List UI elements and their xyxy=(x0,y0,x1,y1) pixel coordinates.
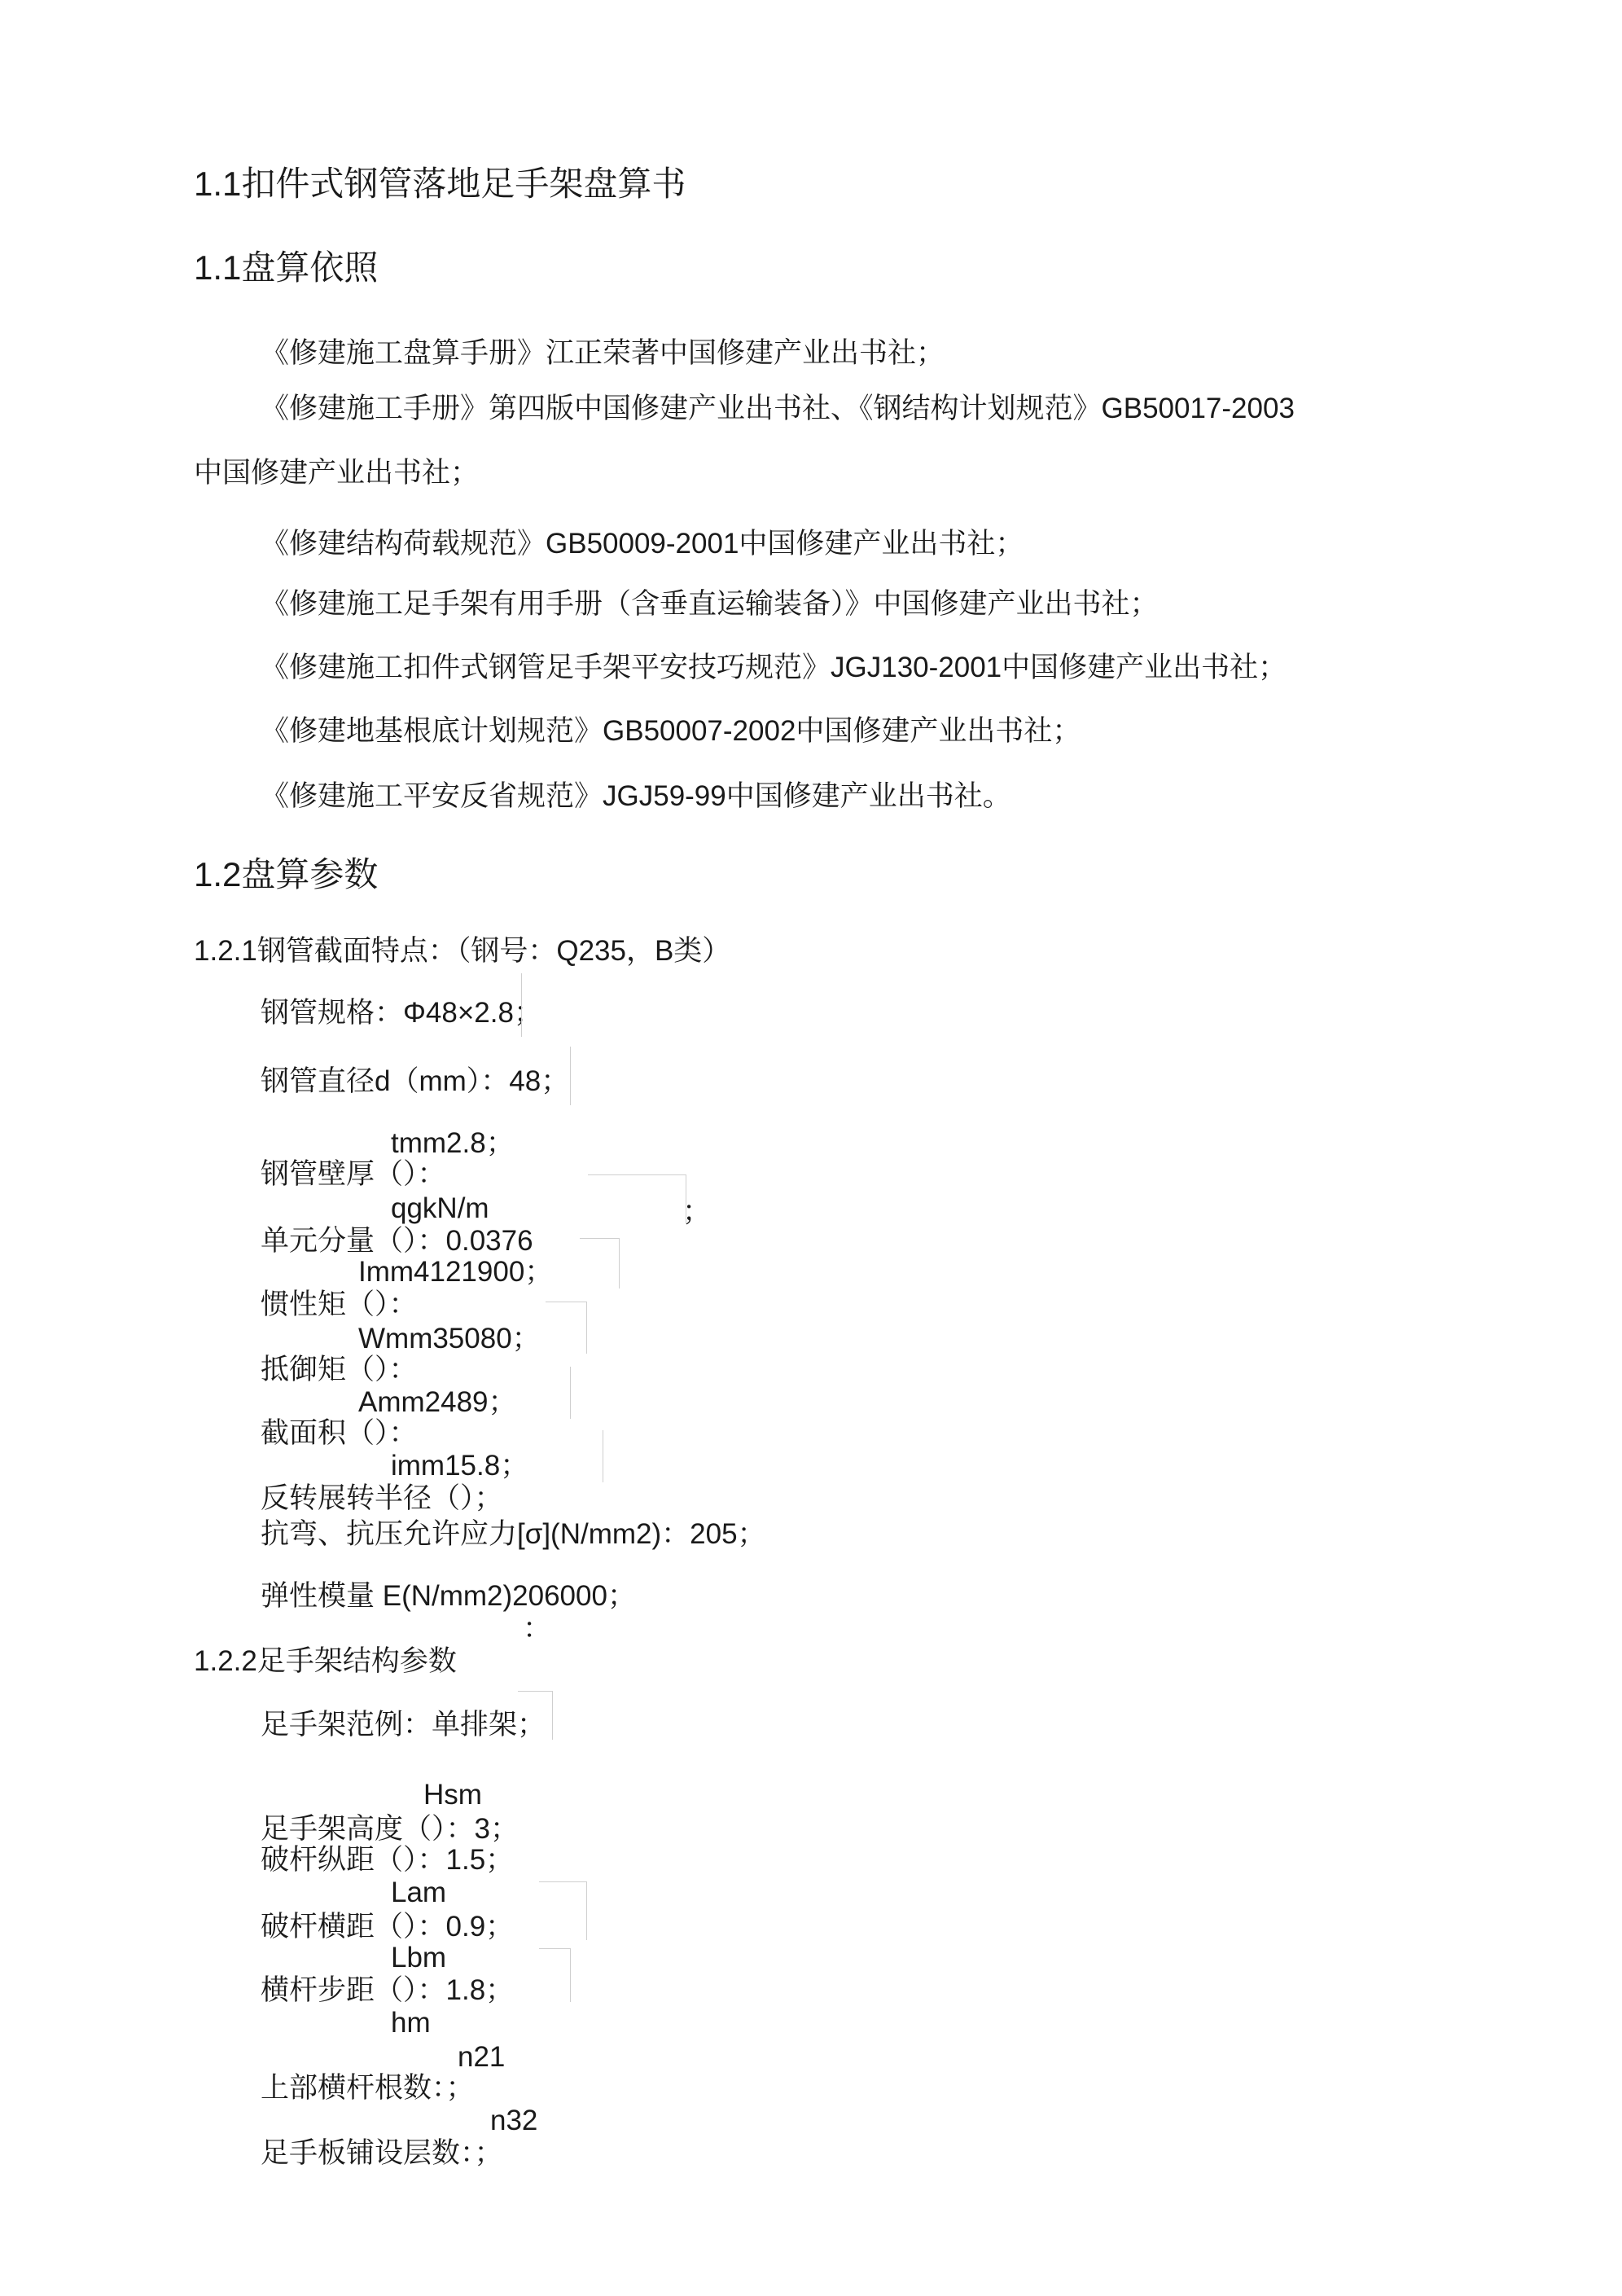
hm-unit: hm xyxy=(391,2007,431,2039)
longitudinal-spacing: 破杆纵距（）：1.5； xyxy=(261,1844,515,1876)
radius-label: 反转展转半径（）； xyxy=(261,1482,503,1514)
section-heading-basis: 1.1盘算依照 xyxy=(194,248,379,287)
upper-crossbar-label: 上部横杆根数：； xyxy=(261,2072,475,2104)
reference-2: 《修建施工手册》第四版中国修建产业出书社、《钢结构计划规范》GB50017-2003 xyxy=(261,393,1295,424)
subsection-steel-section: 1.2.1钢管截面特点：（钢号：Q235，B类） xyxy=(194,935,731,967)
divider-line xyxy=(539,1881,586,1882)
divider-line xyxy=(580,1238,619,1239)
unit-weight-semicolon: ； xyxy=(682,1196,712,1227)
steel-diameter: 钢管直径d（mm）：48； xyxy=(261,1065,570,1097)
reference-2-continued: 中国修建产业出书社； xyxy=(194,457,480,489)
area-value: Amm2489； xyxy=(358,1386,517,1418)
reference-1: 《修建施工盘算手册》江正荣著中国修建产业出书社； xyxy=(261,337,945,369)
divider-line xyxy=(518,1691,552,1692)
radius-value: imm15.8； xyxy=(391,1450,529,1482)
reference-5: 《修建施工扣件式钢管足手架平安技巧规范》JGJ130-2001中国修建产业出书社； xyxy=(261,652,1287,683)
thickness-label: 钢管壁厚（）： xyxy=(261,1158,446,1190)
upper-crossbar-value: n21 xyxy=(458,2041,506,2073)
reference-6: 《修建地基根底计划规范》GB50007-2002中国修建产业出书社； xyxy=(261,715,1081,747)
divider-line xyxy=(586,1302,587,1354)
reference-4: 《修建施工足手架有用手册（含垂直运输装备）》中国修建产业出书社； xyxy=(261,588,1159,620)
resistance-value: Wmm35080； xyxy=(358,1323,541,1354)
board-layers-value: n32 xyxy=(490,2105,538,2136)
thickness-value: tmm2.8； xyxy=(391,1127,515,1159)
step-unit: Lbm xyxy=(391,1942,447,1973)
divider-line xyxy=(539,1948,570,1949)
board-layers-label: 足手板铺设层数：； xyxy=(261,2137,503,2169)
height-label: 足手架高度（）：3； xyxy=(261,1813,519,1845)
subsection-scaffold-structure: 1.2.2足手架结构参数 xyxy=(194,1645,457,1677)
divider-line xyxy=(619,1238,620,1288)
elastic-modulus: 弹性模量 E(N/mm2)206000； xyxy=(261,1580,636,1612)
divider-line xyxy=(521,973,522,1037)
resistance-label: 抵御矩（）： xyxy=(261,1354,418,1385)
transverse-label: 破杆横距（）：0.9； xyxy=(261,1911,515,1943)
section-heading-params: 1.2盘算参数 xyxy=(194,855,379,893)
inertia-label: 惯性矩（）： xyxy=(261,1288,418,1320)
divider-line xyxy=(586,1881,587,1940)
divider-line xyxy=(552,1691,553,1740)
reference-7: 《修建施工平安反省规范》JGJ59-99中国修建产业出书社。 xyxy=(261,780,1011,812)
scaffold-type: 足手架范例：单排架； xyxy=(261,1709,546,1741)
unit-weight-unit: qgkN/m xyxy=(391,1192,489,1224)
divider-line xyxy=(570,1367,571,1419)
document-title: 1.1扣件式钢管落地足手架盘算书 xyxy=(194,165,686,203)
step-label: 横杆步距（）：1.8； xyxy=(261,1974,515,2006)
steel-spec: 钢管规格：Φ48×2.8； xyxy=(261,997,542,1029)
inertia-value: Imm4121900； xyxy=(358,1256,554,1288)
divider-line xyxy=(570,1948,571,2002)
area-label: 截面积（）： xyxy=(261,1417,418,1449)
transverse-unit: Lam xyxy=(391,1877,447,1908)
allowable-stress: 抗弯、抗压允许应力[σ](N/mm2)：205； xyxy=(261,1518,766,1550)
height-unit: Hsm xyxy=(423,1779,482,1811)
elastic-modulus-colon: ： xyxy=(523,1613,552,1644)
divider-line xyxy=(570,1047,571,1105)
reference-3: 《修建结构荷载规范》GB50009-2001中国修建产业出书社； xyxy=(261,528,1024,560)
unit-weight-label: 单元分量（）：0.0376 xyxy=(261,1225,533,1257)
divider-line xyxy=(588,1174,686,1175)
